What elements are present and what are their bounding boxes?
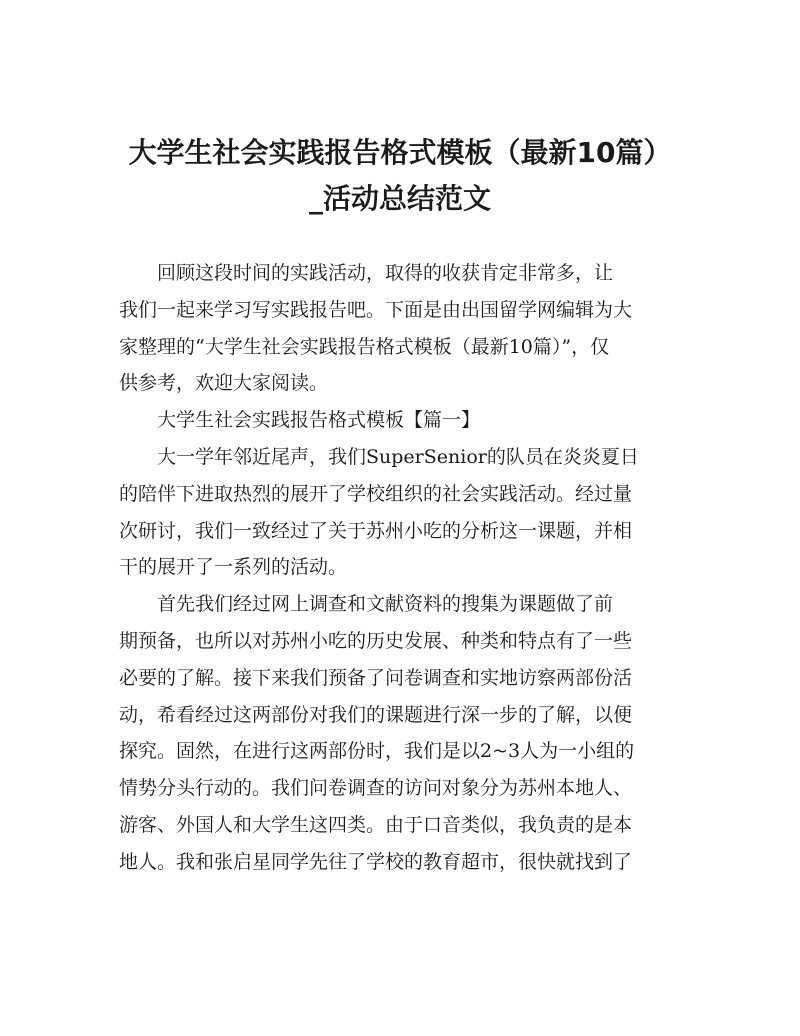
text-line: 首先我们经过网上调查和文献资料的搜集为课题做了前	[157, 593, 614, 616]
text-line: 游客、外国人和大学生这四类。由于口音类似，我负责的是本	[119, 813, 633, 836]
text-line: 我们一起来学习写实践报告吧。下面是由出国留学网编辑为大	[119, 298, 633, 321]
text-line: 期预备，也所以对苏州小吃的历史发展、种类和特点有了一些	[119, 629, 633, 652]
text-line: 次研讨，我们一致经过了关于苏州小吃的分析这一课题，并相	[119, 519, 633, 542]
text-line: 回顾这段时间的实践活动，取得的收获肯定非常多，让	[157, 262, 614, 284]
document-body	[119, 255, 685, 881]
paragraph-intro	[119, 255, 685, 402]
text-line: 干的展开了一系列的活动。	[119, 556, 348, 579]
title-line-1: 大学生社会实践报告格式模板（最新10篇）	[128, 136, 672, 169]
title-line-2: _活动总结范文	[308, 182, 491, 215]
text-line: 必要的了解。接下来我们预备了问卷调查和实地访察两部份活	[119, 666, 633, 689]
paragraph-3	[119, 586, 685, 880]
text-line: 家整理的“大学生社会实践报告格式模板（最新10篇）”，仅	[119, 335, 610, 358]
paragraph-2	[119, 439, 685, 586]
document-title	[110, 130, 690, 222]
text-line: 供参考，欢迎大家阅读。	[119, 372, 329, 395]
section-heading-text: 大学生社会实践报告格式模板【篇一】	[157, 409, 481, 432]
text-line: 的陪伴下进取热烈的展开了学校组织的社会实践活动。经过量	[119, 482, 633, 505]
section-heading	[119, 402, 685, 439]
text-line: 探究。固然，在进行这两部份时，我们是以2~3人为一小组的	[119, 740, 635, 763]
text-line: 地人。我和张启星同学先往了学校的教育超市，很快就找到了	[119, 850, 633, 873]
text-line: 大一学年邻近尾声，我们SuperSenior的队员在炎炎夏日	[157, 445, 639, 468]
text-line: 情势分头行动的。我们问卷调查的访问对象分为苏州本地人、	[119, 777, 633, 800]
text-line: 动，希看经过这两部份对我们的课题进行深一步的了解，以便	[119, 703, 633, 726]
